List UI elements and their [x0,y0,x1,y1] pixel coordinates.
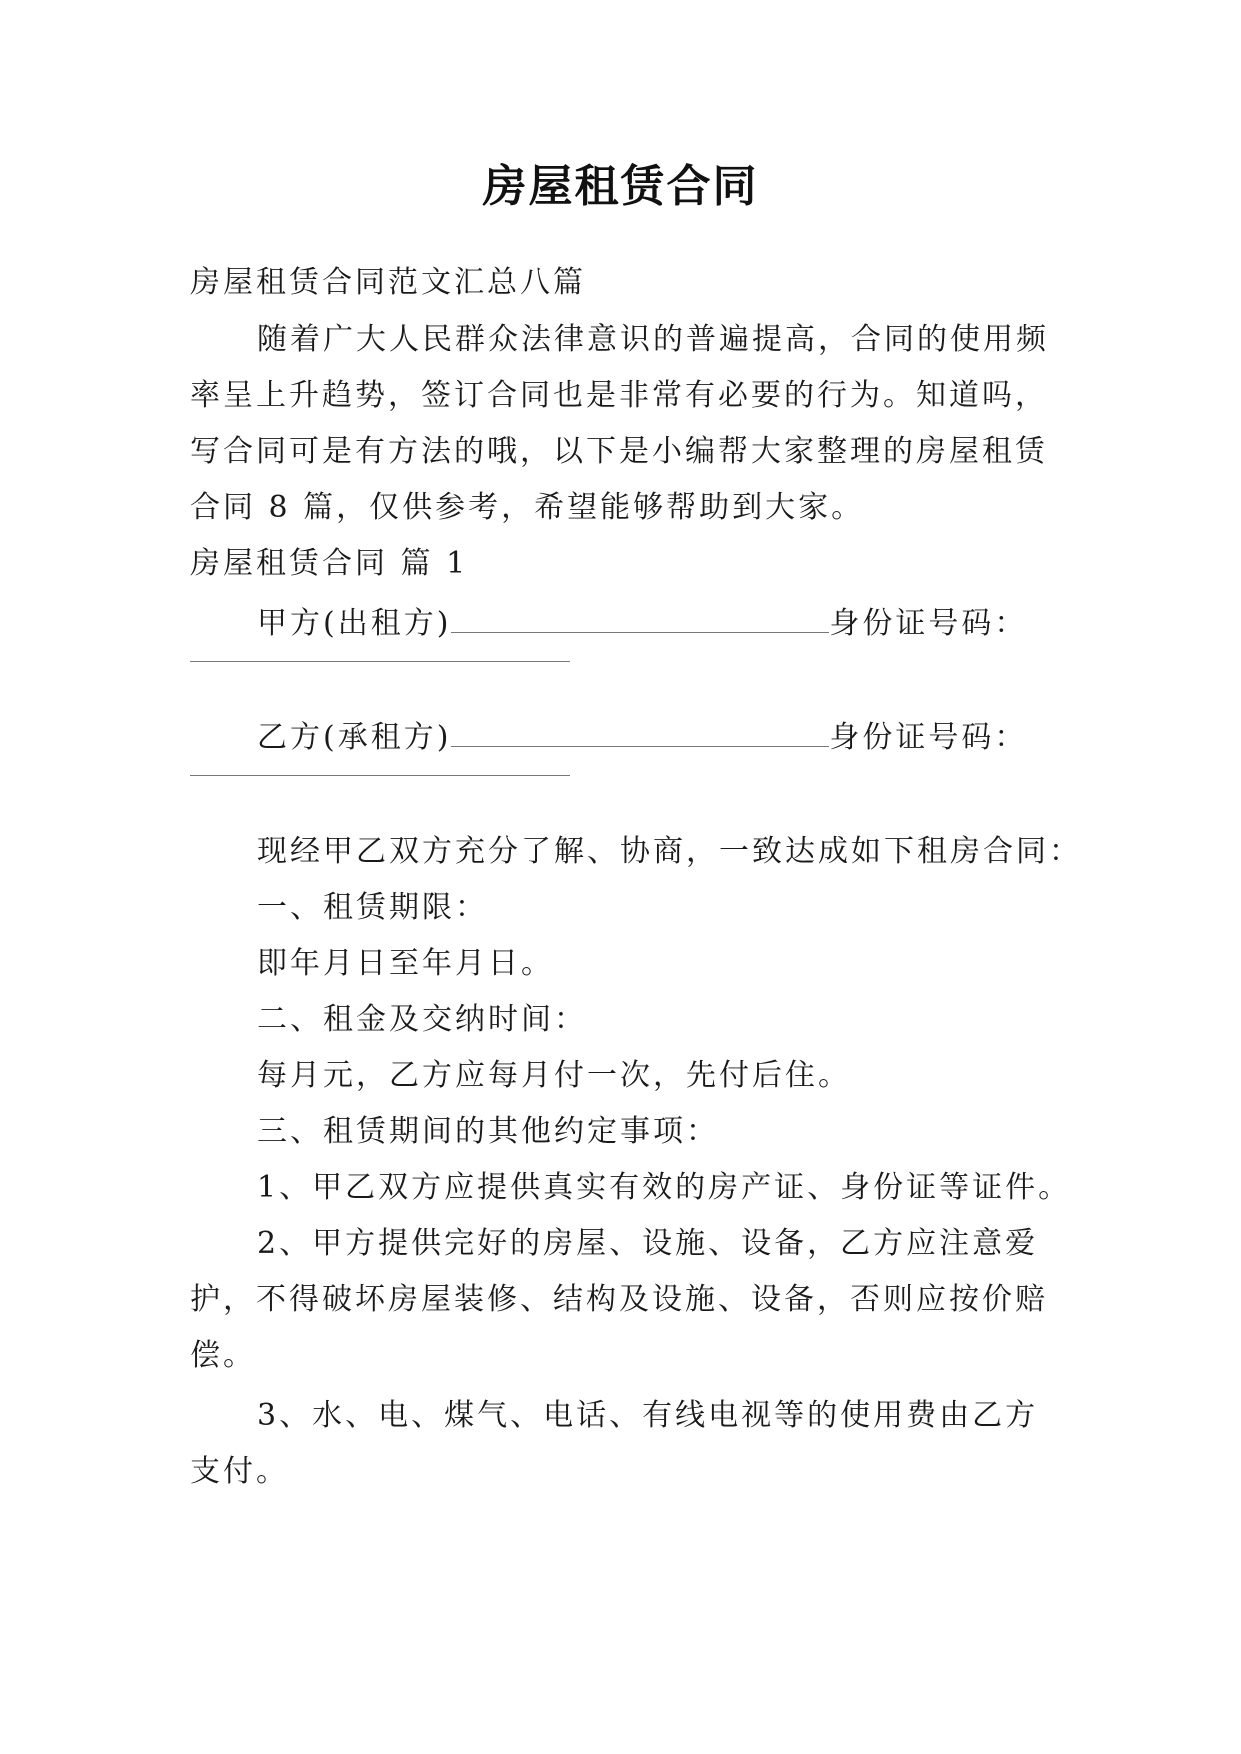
clause-line: 1、甲乙双方应提供真实有效的房产证、身份证等证件。 [257,1170,1072,1205]
party-a-name-blank [451,602,829,633]
document-subtitle: 房屋租赁合同范文汇总八篇 [190,265,586,300]
clause-line: 三、租赁期间的其他约定事项： [257,1114,719,1149]
party-a-row [257,602,1027,644]
party-a-label: 甲方(出租方) [257,606,452,641]
agreement-intro: 现经甲乙双方充分了解、协商，一致达成如下租房合同： [257,834,1082,869]
intro-line: 随着广大人民群众法律意识的普遍提高，合同的使用频 [257,322,1049,357]
party-b-id-label: 身份证号码： [829,720,1028,755]
clause-line: 二、租金及交纳时间： [257,1002,587,1037]
clause-2-line: 偿。 [190,1338,256,1373]
document-title: 房屋租赁合同 [482,161,759,212]
party-a-id-blank [190,660,570,662]
clause-line: 一、租赁期限： [257,890,488,925]
section-heading: 房屋租赁合同 篇 1 [190,546,469,581]
party-b-label: 乙方(承租方) [257,720,452,755]
clause-3-line: 支付。 [190,1454,289,1489]
intro-line: 写合同可是有方法的哦，以下是小编帮大家整理的房屋租赁 [190,434,1048,469]
clause-2-line: 2、甲方提供完好的房屋、设施、设备，乙方应注意爱 [257,1226,1039,1261]
clause-line: 每月元，乙方应每月付一次，先付后住。 [257,1058,851,1093]
party-b-row [257,716,1027,758]
intro-line: 合同 8 篇，仅供参考，希望能够帮助到大家。 [190,490,865,525]
intro-line: 率呈上升趋势，签订合同也是非常有必要的行为。知道吗， [190,378,1048,413]
party-b-id-blank [190,774,570,776]
clause-line: 即年月日至年月日。 [257,946,554,981]
party-b-name-blank [451,716,829,747]
clause-3-line: 3、水、电、煤气、电话、有线电视等的使用费由乙方 [257,1398,1039,1433]
clause-2-line: 护，不得破坏房屋装修、结构及设施、设备，否则应按价赔 [190,1282,1048,1317]
party-a-id-label: 身份证号码： [829,606,1028,641]
